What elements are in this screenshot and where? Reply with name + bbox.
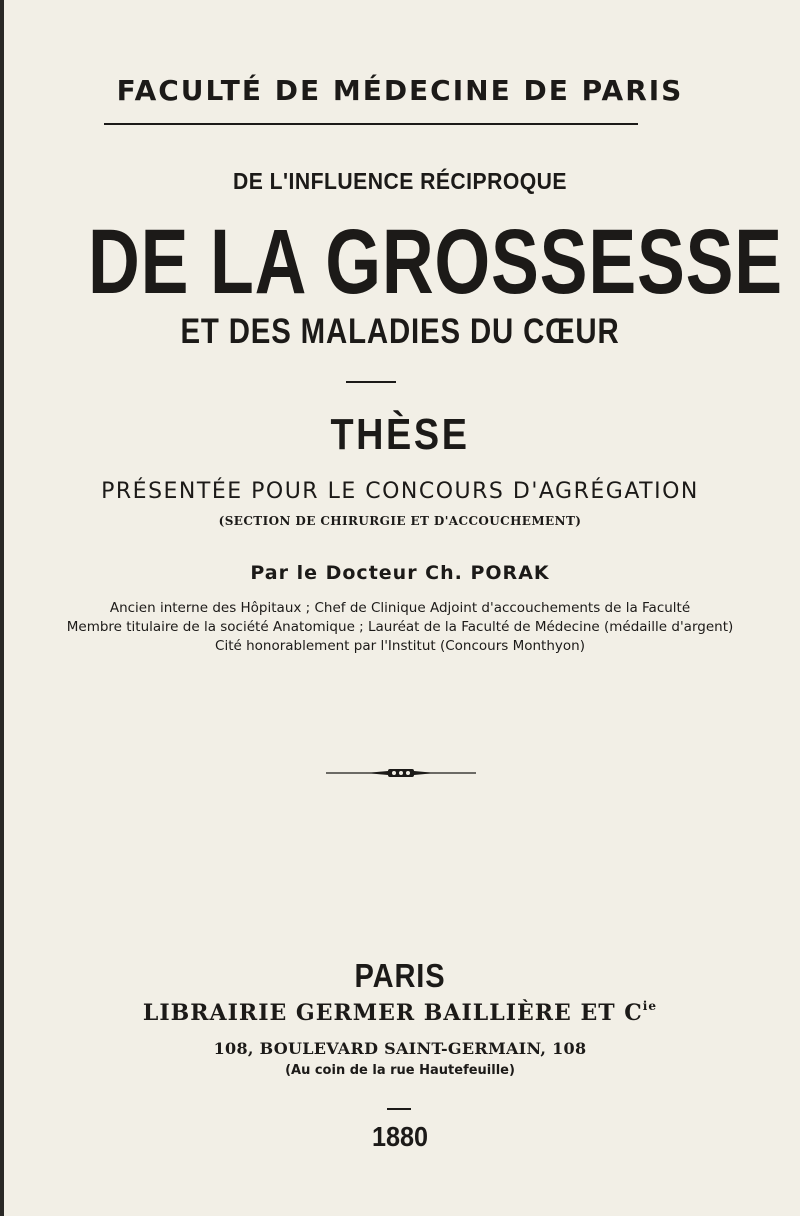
year-rule: [387, 1108, 411, 1110]
main-title: DE LA GROSSESSE: [88, 211, 783, 313]
author-name: Par le Docteur Ch. PORAK: [250, 562, 550, 584]
thesis-presented: PRÉSENTÉE POUR LE CONCOURS D'AGRÉGATION: [101, 479, 699, 504]
author-credential-3: Cité honorablement par l'Institut (Concours Monthyon): [215, 638, 585, 654]
title-divider: [346, 381, 396, 383]
thesis-label: THÈSE: [330, 410, 470, 459]
imprint-year: 1880: [371, 1121, 429, 1152]
faculty-heading: FACULTÉ DE MÉDECINE DE PARIS: [116, 74, 684, 107]
title-pre: DE L'INFLUENCE RÉCIPROQUE: [233, 168, 567, 194]
header-rule: [104, 123, 638, 125]
imprint-publisher: [0, 1000, 800, 1026]
author-credential-1: Ancien interne des Hôpitaux ; Chef de Clinique Adjoint d'accouchements de la Faculté: [109, 600, 691, 616]
publisher-superscript: ie: [642, 999, 658, 1013]
imprint-city: PARIS: [354, 957, 446, 994]
ornament-divider: [326, 766, 476, 780]
publisher-name: LIBRAIRIE GERMER BAILLIÈRE ET C: [142, 1000, 643, 1026]
title-sub: ET DES MALADIES DU CŒUR: [180, 312, 620, 351]
imprint-corner: (Au coin de la rue Hautefeuille): [285, 1063, 515, 1078]
author-credential-2: Membre titulaire de la société Anatomique ; Lauréat de la Faculté de Médecine (médaille d'argent): [66, 619, 734, 635]
imprint-address: 108, BOULEVARD SAINT-GERMAIN, 108: [213, 1039, 587, 1058]
thesis-section: (SECTION DE CHIRURGIE ET D'ACCOUCHEMENT): [218, 514, 582, 528]
